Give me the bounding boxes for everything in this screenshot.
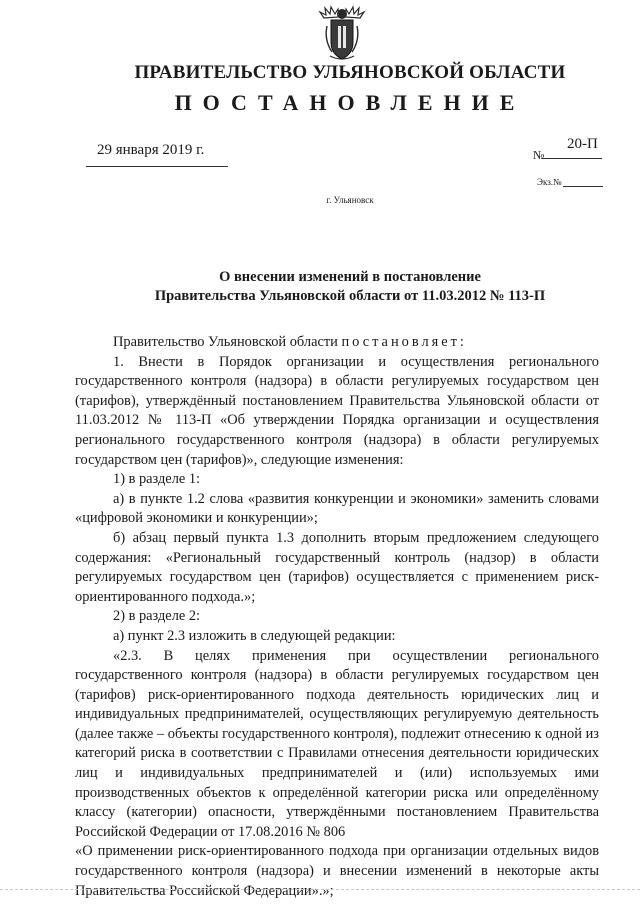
copy-number-underline (563, 186, 603, 187)
intro-prefix: Правительство Ульяновской области (113, 334, 338, 350)
document-date: 29 января 2019 г. (97, 142, 205, 158)
organization-title: ПРАВИТЕЛЬСТВО УЛЬЯНОВСКОЙ ОБЛАСТИ (134, 62, 566, 83)
coat-of-arms-emblem (318, 4, 366, 62)
date-underline (86, 166, 228, 167)
paragraph-5: 2) в разделе 2: (113, 608, 201, 625)
subject-line-1: О внесении изменений в постановление (219, 269, 481, 285)
copy-number-label: Экз.№ (537, 177, 562, 187)
paragraph-4: б) абзац первый пункта 1.3 дополнить вторым предложением следующего содержания: «Региональный государственный контроль (надзор) в области регулируемых государством цен (тарифов) осуществляется с применением риск-ориентированного подхода.»; (75, 529, 599, 605)
number-underline (542, 158, 602, 159)
intro-resolves: постановляет: (341, 334, 467, 350)
paragraph-7: «2.3. В целях применения при осуществлении регионального государственного контроля (надзора) в области регулируемых государством цен (тарифов) риск-ориентированного подхода деятельность юридических лиц и индивидуальных предпринимателей, осуществляющих регулируемую деятельность (далее также – объекты государственного контроля), подлежит отнесению к одной из категорий риска в соответствии с Правилами отнесения деятельности юридических лиц и индивидуальных предпринимателей и (или) используемых ими производственных объектов к определённой категории риска или определённому классу (категории) опасности, утверждёнными постановлением Правительства Российской Федерации от 17.08.2016 № 806 (75, 647, 599, 840)
document-body (75, 333, 599, 901)
city-label: г. Ульяновск (326, 195, 374, 205)
paragraph-3: а) в пункте 1.2 слова «развития конкуренции и экономики» заменить словами «цифровой экономики и конкуренции»; (75, 490, 599, 527)
document-subject (0, 268, 640, 306)
bottom-scan-line (0, 889, 640, 890)
paragraph-1: 1. Внести в Порядок организации и осуществления регионального государственного контроля (надзора) в области регулируемых государством цен (тарифов), утверждённый постановлением Правительства Ульяновской области от 11.03.2012 № 113-П «Об утверждении Порядка организации и осуществления регионального государственного контроля (надзора) в области регулируемых государством цен (тарифов)», следующие изменения: (75, 353, 599, 468)
subject-line-2: Правительства Ульяновской области от 11.03.2012 № 113-П (154, 288, 546, 304)
intro-paragraph (75, 333, 599, 353)
number-sign: № (533, 148, 545, 162)
document-type-title: ПОСТАНОВЛЕНИЕ (174, 90, 526, 115)
document-number: 20-П (567, 136, 598, 152)
paragraph-2: 1) в разделе 1: (113, 471, 201, 488)
paragraph-6: а) пункт 2.3 изложить в следующей редакции: (113, 627, 396, 644)
paragraph-8: «О применении риск-ориентированного подхода при организации отдельных видов государственного контроля (надзора) и внесении изменений в некоторые акты Правительства Российской Федерации».»; (75, 843, 599, 899)
